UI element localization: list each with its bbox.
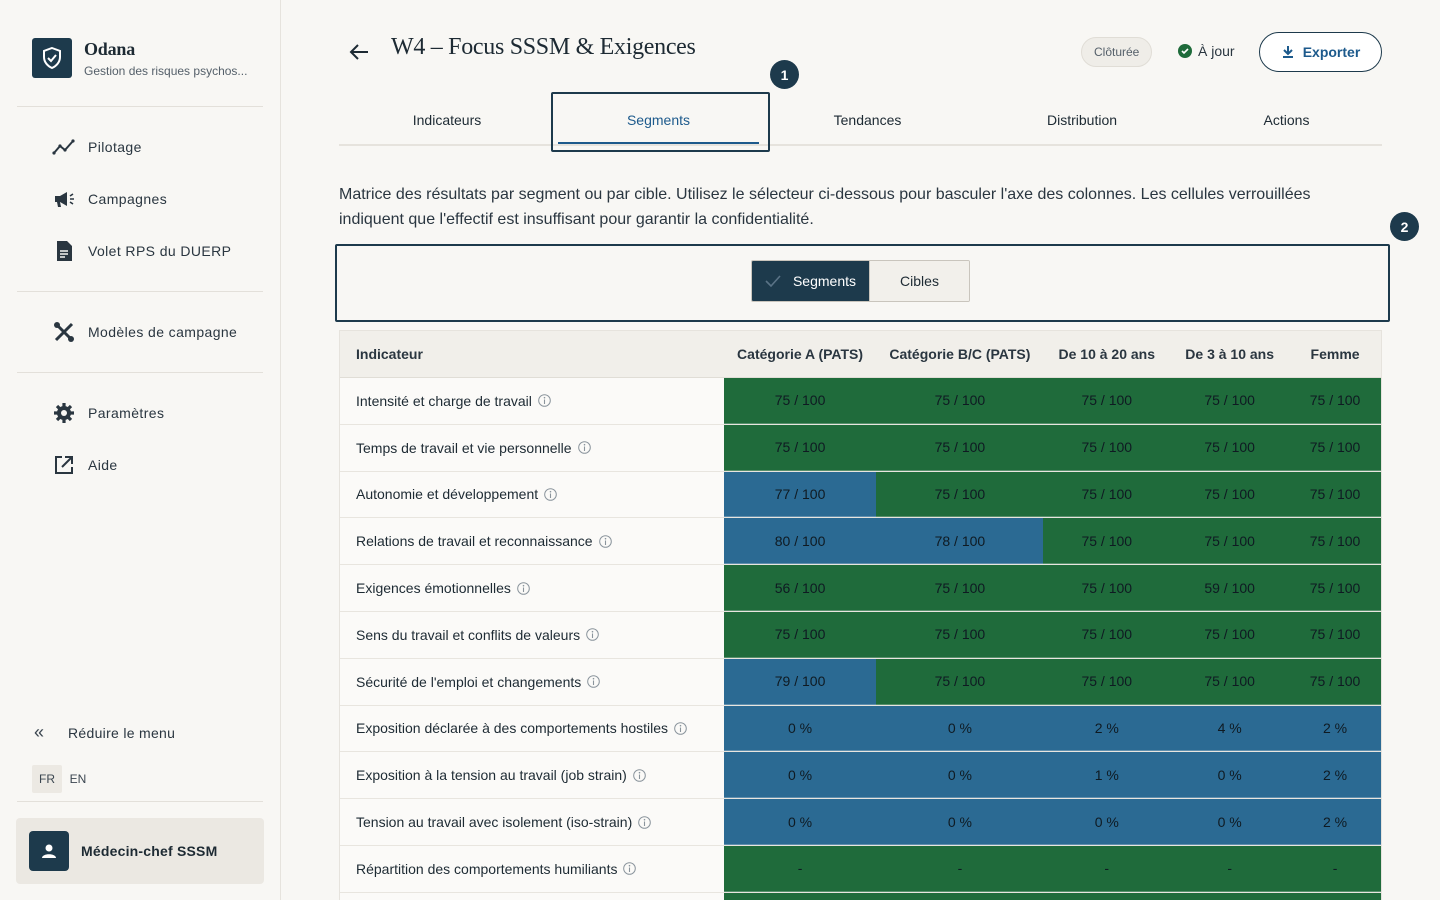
toggle-segments-button[interactable] <box>752 261 869 301</box>
score-cell[interactable]: 75 / 100 <box>1289 378 1381 424</box>
nav-label: Pilotage <box>88 139 142 155</box>
nav-item-modeles[interactable] <box>52 320 237 344</box>
score-cell[interactable]: 75 / 100 <box>1170 612 1289 658</box>
score-cell[interactable]: 75 / 100 <box>1289 518 1381 564</box>
info-icon[interactable] <box>517 582 530 595</box>
nav-label: Aide <box>88 457 118 473</box>
brand-name: Odana <box>84 38 136 59</box>
indicator-name: Temps de travail et vie personnelle <box>356 439 572 456</box>
score-cell[interactable]: - <box>1289 846 1381 892</box>
info-icon[interactable] <box>638 816 651 829</box>
score-cell[interactable]: 75 / 100 <box>876 565 1043 611</box>
nav-label: Campagnes <box>88 191 168 207</box>
score-cell[interactable]: 80 / 100 <box>724 518 877 564</box>
info-icon[interactable] <box>623 862 636 875</box>
score-cell[interactable]: 0 % <box>876 752 1043 798</box>
indicator-name: Sécurité de l'emploi et changements <box>356 673 582 690</box>
lang-fr-button[interactable]: FR <box>32 765 62 793</box>
score-cell[interactable]: - <box>724 846 877 892</box>
nav-item-parametres[interactable] <box>52 401 164 425</box>
check-circle-icon <box>1178 44 1192 58</box>
indicator-label <box>340 846 724 892</box>
score-cell[interactable]: 75 / 100 <box>1170 472 1289 518</box>
score-cell[interactable]: 0 % <box>1043 799 1170 845</box>
score-cell[interactable]: 75 / 100 <box>1289 659 1381 705</box>
indicator-name: Sens du travail et conflits de valeurs <box>356 626 581 643</box>
status-label: À jour <box>1198 43 1235 59</box>
nav-item-campagnes[interactable] <box>52 187 167 211</box>
indicator-name: Relations de travail et reconnaissance <box>356 533 593 550</box>
score-cell[interactable]: 75 / 100 <box>1289 612 1381 658</box>
lang-en-button[interactable]: EN <box>69 772 87 786</box>
score-cell[interactable] <box>1170 893 1289 900</box>
score-cell[interactable]: 77 / 100 <box>724 472 877 518</box>
score-cell[interactable]: 2 % <box>1289 706 1381 752</box>
score-cell[interactable]: 75 / 100 <box>1170 518 1289 564</box>
user-name: Médecin-chef SSSM <box>81 843 218 859</box>
score-cell[interactable]: 75 / 100 <box>1289 472 1381 518</box>
info-icon[interactable] <box>599 535 612 548</box>
table-row <box>340 799 1381 846</box>
sidebar <box>0 0 281 900</box>
tab-bar <box>339 96 1382 146</box>
score-cell[interactable]: - <box>1043 846 1170 892</box>
score-cell[interactable]: 2 % <box>1289 752 1381 798</box>
indicator-label <box>340 472 724 518</box>
tab-actions[interactable]: Actions <box>1263 112 1310 128</box>
gear-icon <box>52 401 76 425</box>
info-icon[interactable] <box>587 675 600 688</box>
page-title: W4 – Focus SSSM & Exigences <box>391 34 696 60</box>
score-cell[interactable]: 75 / 100 <box>1043 518 1170 564</box>
indicator-name: Tension au travail avec isolement (iso-strain) <box>356 814 633 831</box>
double-chevron-left-icon: « <box>34 722 45 742</box>
user-icon <box>29 831 69 871</box>
divider <box>17 801 263 802</box>
table-row <box>340 752 1381 799</box>
score-cell[interactable]: 75 / 100 <box>1043 565 1170 611</box>
info-icon[interactable] <box>578 441 591 454</box>
indicator-label <box>340 518 724 564</box>
status-badge-closed: Clôturée <box>1081 37 1152 67</box>
table-row <box>340 518 1381 565</box>
user-card[interactable] <box>16 818 264 884</box>
table-row <box>340 425 1381 472</box>
divider <box>17 372 263 373</box>
table-row <box>340 612 1381 659</box>
score-cell[interactable]: 2 % <box>1289 799 1381 845</box>
score-cell[interactable]: 75 / 100 <box>724 378 877 424</box>
collapse-label: Réduire le menu <box>68 724 176 741</box>
score-cell[interactable]: 75 / 100 <box>1289 425 1381 471</box>
info-icon[interactable] <box>674 722 687 735</box>
brand-subtitle: Gestion des risques psychos... <box>84 63 248 78</box>
collapse-menu-button[interactable] <box>34 722 175 743</box>
indicator-name: Exposition déclarée à des comportements hostiles <box>356 720 669 737</box>
table-row <box>340 659 1381 706</box>
info-icon[interactable] <box>544 488 557 501</box>
nav-item-aide[interactable] <box>52 453 118 477</box>
tab-segments[interactable]: Segments <box>555 96 762 144</box>
indicator-name: Autonomie et développement <box>356 486 539 503</box>
score-cell[interactable] <box>876 893 1043 900</box>
tab-distribution[interactable]: Distribution <box>1046 112 1118 128</box>
indicator-name: Intensité et charge de travail <box>356 392 532 409</box>
step-marker-1: 1 <box>770 60 799 89</box>
table-header <box>340 331 1381 378</box>
score-cell[interactable]: 75 / 100 <box>1289 565 1381 611</box>
step-marker-2: 2 <box>1390 212 1419 241</box>
download-icon <box>1281 45 1295 59</box>
indicator-label <box>340 752 724 798</box>
table-row <box>340 378 1381 425</box>
info-icon[interactable] <box>633 769 646 782</box>
score-cell[interactable]: 75 / 100 <box>1043 425 1170 471</box>
score-cell[interactable]: 0 % <box>876 706 1043 752</box>
score-cell[interactable]: 75 / 100 <box>876 659 1043 705</box>
score-cell[interactable]: 59 / 100 <box>1170 565 1289 611</box>
trend-chart-icon <box>52 135 76 159</box>
score-cell[interactable]: 75 / 100 <box>1043 659 1170 705</box>
score-cell[interactable]: 75 / 100 <box>1170 425 1289 471</box>
score-cell[interactable]: 0 % <box>724 799 877 845</box>
score-cell[interactable]: 75 / 100 <box>724 612 877 658</box>
column-header[interactable]: De 3 à 10 ans <box>1185 346 1275 362</box>
column-header[interactable]: Catégorie A (PATS) <box>737 346 864 362</box>
score-cell[interactable]: 75 / 100 <box>876 425 1043 471</box>
indicator-label <box>340 612 724 658</box>
axis-toggle <box>751 260 970 302</box>
table-row <box>340 565 1381 612</box>
indicator-label <box>340 565 724 611</box>
indicator-label <box>340 659 724 705</box>
indicator-name: Répartition des comportements humiliants <box>356 860 618 877</box>
column-header[interactable]: De 10 à 20 ans <box>1058 346 1156 362</box>
score-cell[interactable]: 1 % <box>1043 752 1170 798</box>
score-cell[interactable]: 75 / 100 <box>1043 612 1170 658</box>
table-body <box>340 378 1381 900</box>
back-arrow-icon[interactable] <box>346 40 372 64</box>
megaphone-icon <box>52 187 76 211</box>
table-row <box>340 706 1381 753</box>
score-cell[interactable]: - <box>876 846 1043 892</box>
indicator-label <box>340 706 724 752</box>
score-cell[interactable]: 75 / 100 <box>876 378 1043 424</box>
column-header[interactable]: Femme <box>1310 346 1360 362</box>
check-icon <box>765 275 781 287</box>
nav-label: Volet RPS du DUERP <box>88 243 232 259</box>
indicator-label <box>340 893 724 900</box>
nav-label: Modèles de campagne <box>88 324 238 340</box>
indicator-name: Exigences émotionnelles <box>356 580 511 597</box>
score-cell[interactable]: 78 / 100 <box>876 518 1043 564</box>
score-cell[interactable]: 56 / 100 <box>724 565 877 611</box>
table-row <box>340 846 1381 893</box>
column-header[interactable]: Catégorie B/C (PATS) <box>889 346 1031 362</box>
nav-item-volet-rps[interactable] <box>52 239 231 263</box>
divider <box>17 106 263 107</box>
document-icon <box>52 239 76 263</box>
divider <box>17 291 263 292</box>
score-cell[interactable] <box>1043 893 1170 900</box>
score-cell[interactable]: 0 % <box>724 706 877 752</box>
score-cell[interactable]: 2 % <box>1043 706 1170 752</box>
score-cell[interactable]: 0 % <box>724 752 877 798</box>
score-cell[interactable]: 79 / 100 <box>724 659 877 705</box>
indicator-label <box>340 378 724 424</box>
score-cell[interactable]: 0 % <box>1170 799 1289 845</box>
score-cell[interactable]: 75 / 100 <box>1170 378 1289 424</box>
score-cell[interactable]: 0 % <box>1170 752 1289 798</box>
table-row <box>340 893 1381 900</box>
export-button[interactable] <box>1259 32 1382 72</box>
indicator-name: Exposition à la tension au travail (job strain) <box>356 767 627 784</box>
info-icon[interactable] <box>538 394 551 407</box>
brand[interactable] <box>32 38 247 78</box>
nav-label: Paramètres <box>88 405 165 421</box>
score-cell[interactable]: 75 / 100 <box>876 612 1043 658</box>
toggle-label: Segments <box>792 273 857 289</box>
nav-item-pilotage[interactable] <box>52 135 142 159</box>
external-link-icon <box>52 453 76 477</box>
results-matrix <box>339 330 1382 900</box>
score-cell[interactable]: 75 / 100 <box>1043 472 1170 518</box>
score-cell[interactable]: - <box>1170 846 1289 892</box>
score-cell[interactable] <box>1289 893 1381 900</box>
indicator-label <box>340 799 724 845</box>
tab-tendances[interactable]: Tendances <box>833 112 902 128</box>
toggle-cibles-button[interactable]: Cibles <box>869 261 969 301</box>
shield-check-icon <box>32 38 72 78</box>
status-up-to-date <box>1178 43 1235 59</box>
score-cell[interactable]: 75 / 100 <box>1170 659 1289 705</box>
score-cell[interactable]: 75 / 100 <box>1043 378 1170 424</box>
indicator-label <box>340 425 724 471</box>
score-cell[interactable]: 75 / 100 <box>724 425 877 471</box>
column-header-indicator: Indicateur <box>356 346 423 362</box>
tools-icon <box>52 320 76 344</box>
score-cell[interactable]: 75 / 100 <box>876 472 1043 518</box>
table-row <box>340 472 1381 519</box>
export-label: Exporter <box>1302 44 1361 60</box>
score-cell[interactable]: 0 % <box>876 799 1043 845</box>
score-cell[interactable] <box>724 893 877 900</box>
score-cell[interactable]: 4 % <box>1170 706 1289 752</box>
description-text: Matrice des résultats par segment ou par cible. Utilisez le sélecteur ci-dessous pour basculer l'axe des colonnes. Les cellules verrouillées indiquent que l'effectif est insuffisant pour garantir la confidentialité. <box>339 186 1311 228</box>
tab-indicateurs[interactable]: Indicateurs <box>412 112 482 128</box>
info-icon[interactable] <box>586 628 599 641</box>
